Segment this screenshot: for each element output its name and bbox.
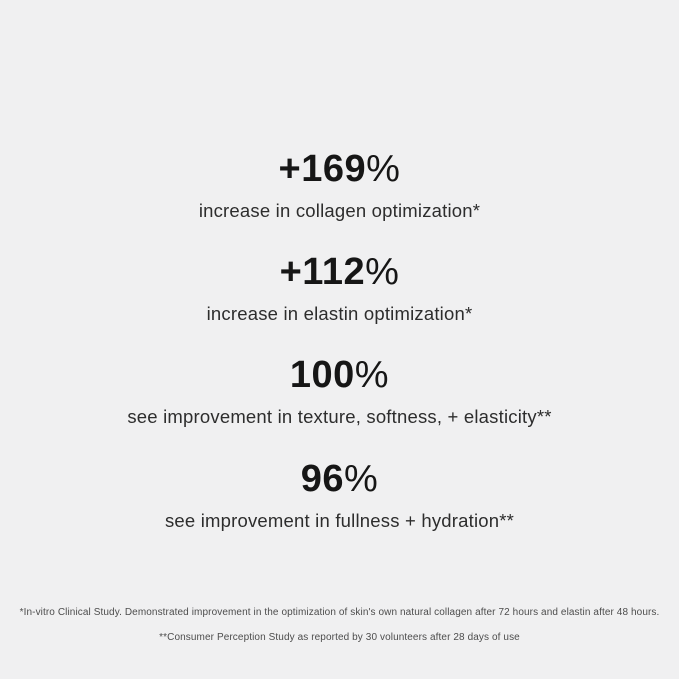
stat-value [0,457,679,500]
percent-sign: % [366,148,401,190]
stats-list [0,150,679,563]
footnote-perception-study: **Consumer Perception Study as reported by 30 volunteers after 28 days of use [159,632,520,643]
stat-label: increase in collagen optimization* [198,199,481,221]
stat-number: 96 [300,457,344,500]
percent-sign: % [343,457,379,500]
percent-sign: % [365,251,400,294]
stat-number: 100 [289,354,355,397]
footnote-clinical-study: *In-vitro Clinical Study. Demonstrated improvement in the optimization of skin's own natural collagen after 72 hours and elastin after 48 hours. [19,607,660,618]
stat-block-texture [0,356,679,427]
stat-block-elastin [0,253,679,324]
stat-label: see improvement in fullness + hydration** [164,509,515,531]
stat-value [0,356,679,396]
stat-label: see improvement in texture, softness, + elasticity** [127,406,552,428]
stat-number: +169 [278,148,367,190]
stat-label: increase in elastin optimization* [206,303,473,325]
stat-value [0,150,679,190]
stat-value [0,253,679,293]
percent-sign: % [354,354,390,397]
stat-block-fullness [0,457,679,531]
footnotes [0,607,679,657]
stat-block-collagen [0,150,679,221]
stat-number: +112 [279,251,366,294]
